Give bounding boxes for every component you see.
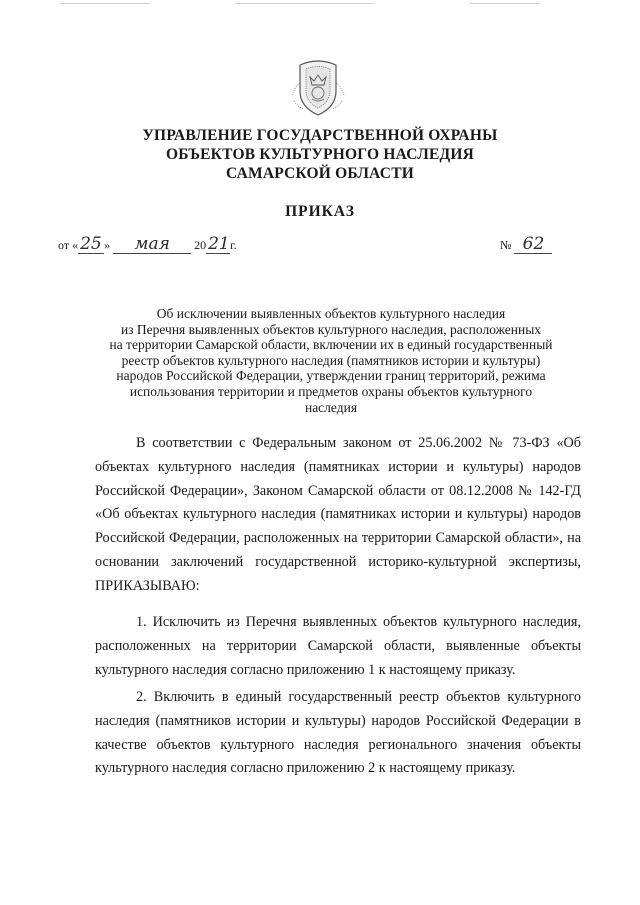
subject-line: реестр объектов культурного наследия (памятников истории и культуры) [121, 352, 541, 368]
order-item-2 [95, 686, 581, 781]
order-item-1 [95, 611, 581, 682]
subject-line: народов Российской Федерации, утверждении границ территорий, режима [116, 368, 546, 384]
document-date [58, 235, 237, 254]
subject-line: Об исключении выявленных объектов культурного наследия [156, 306, 506, 321]
date-month: мая [113, 235, 191, 254]
authority-line: ОБЪЕКТОВ КУЛЬТУРНОГО НАСЛЕДИЯ [165, 146, 475, 163]
subject-line: на территории Самарской области, включении их в единый государственный [109, 337, 553, 353]
issuing-authority [0, 126, 640, 183]
subject-line: использования территории и предметов охраны объектов культурного [129, 383, 533, 399]
order-item-2-text: 2. Включить в единый государственный реестр объектов культурного наследия (памятников истории и культуры) народов Российской Федерации в качестве объектов культурного наследия регионального значения объекты культурного наследия согласно приложению 2 к настоящему приказу. [95, 689, 581, 777]
authority-line: САМАРСКОЙ ОБЛАСТИ [225, 165, 414, 182]
document-number [500, 235, 552, 254]
order-subject [96, 306, 566, 415]
date-prefix: от « [58, 238, 79, 252]
order-item-1-text: 1. Исключить из Перечня выявленных объектов культурного наследия, расположенных на территории Самарской области, выявленные объекты культурного наследия согласно приложению 1 к настоящему приказу. [95, 614, 581, 678]
document-type: ПРИКАЗ [285, 203, 355, 220]
number-prefix: № [500, 238, 512, 252]
number-value: 62 [514, 235, 552, 254]
subject-line: наследия [304, 399, 358, 415]
scan-artifact-line [60, 3, 150, 4]
date-year: 21 [208, 234, 230, 254]
preamble-paragraph [95, 432, 581, 599]
authority-line: УПРАВЛЕНИЕ ГОСУДАРСТВЕННОЙ ОХРАНЫ [142, 127, 498, 144]
date-day: 25 [78, 235, 104, 254]
date-quote-close: » [104, 238, 111, 252]
scan-artifact-line [470, 3, 540, 4]
scan-artifact-line [235, 3, 375, 4]
coat-of-arms-emblem [286, 55, 350, 119]
date-suffix: г. [230, 238, 237, 252]
date-year-prefix: 20 [194, 238, 207, 252]
preamble-text: В соответствии с Федеральным законом от 25.06.2002 № 73-ФЗ «Об объектах культурного наследия (памятниках истории и культуры) народов Российской Федерации», Законом Самарской области от 08.12.2008 № 142-ГД «Об объектах культурного наследия (памятниках истории и культуры) народов Российской Федерации, расположенных на территории Самарской области», на основании заключений государственной историко-культурной экспертизы, ПРИКАЗЫВАЮ: [95, 435, 581, 594]
subject-line: из Перечня выявленных объектов культурного наследия, расположенных [120, 321, 542, 337]
